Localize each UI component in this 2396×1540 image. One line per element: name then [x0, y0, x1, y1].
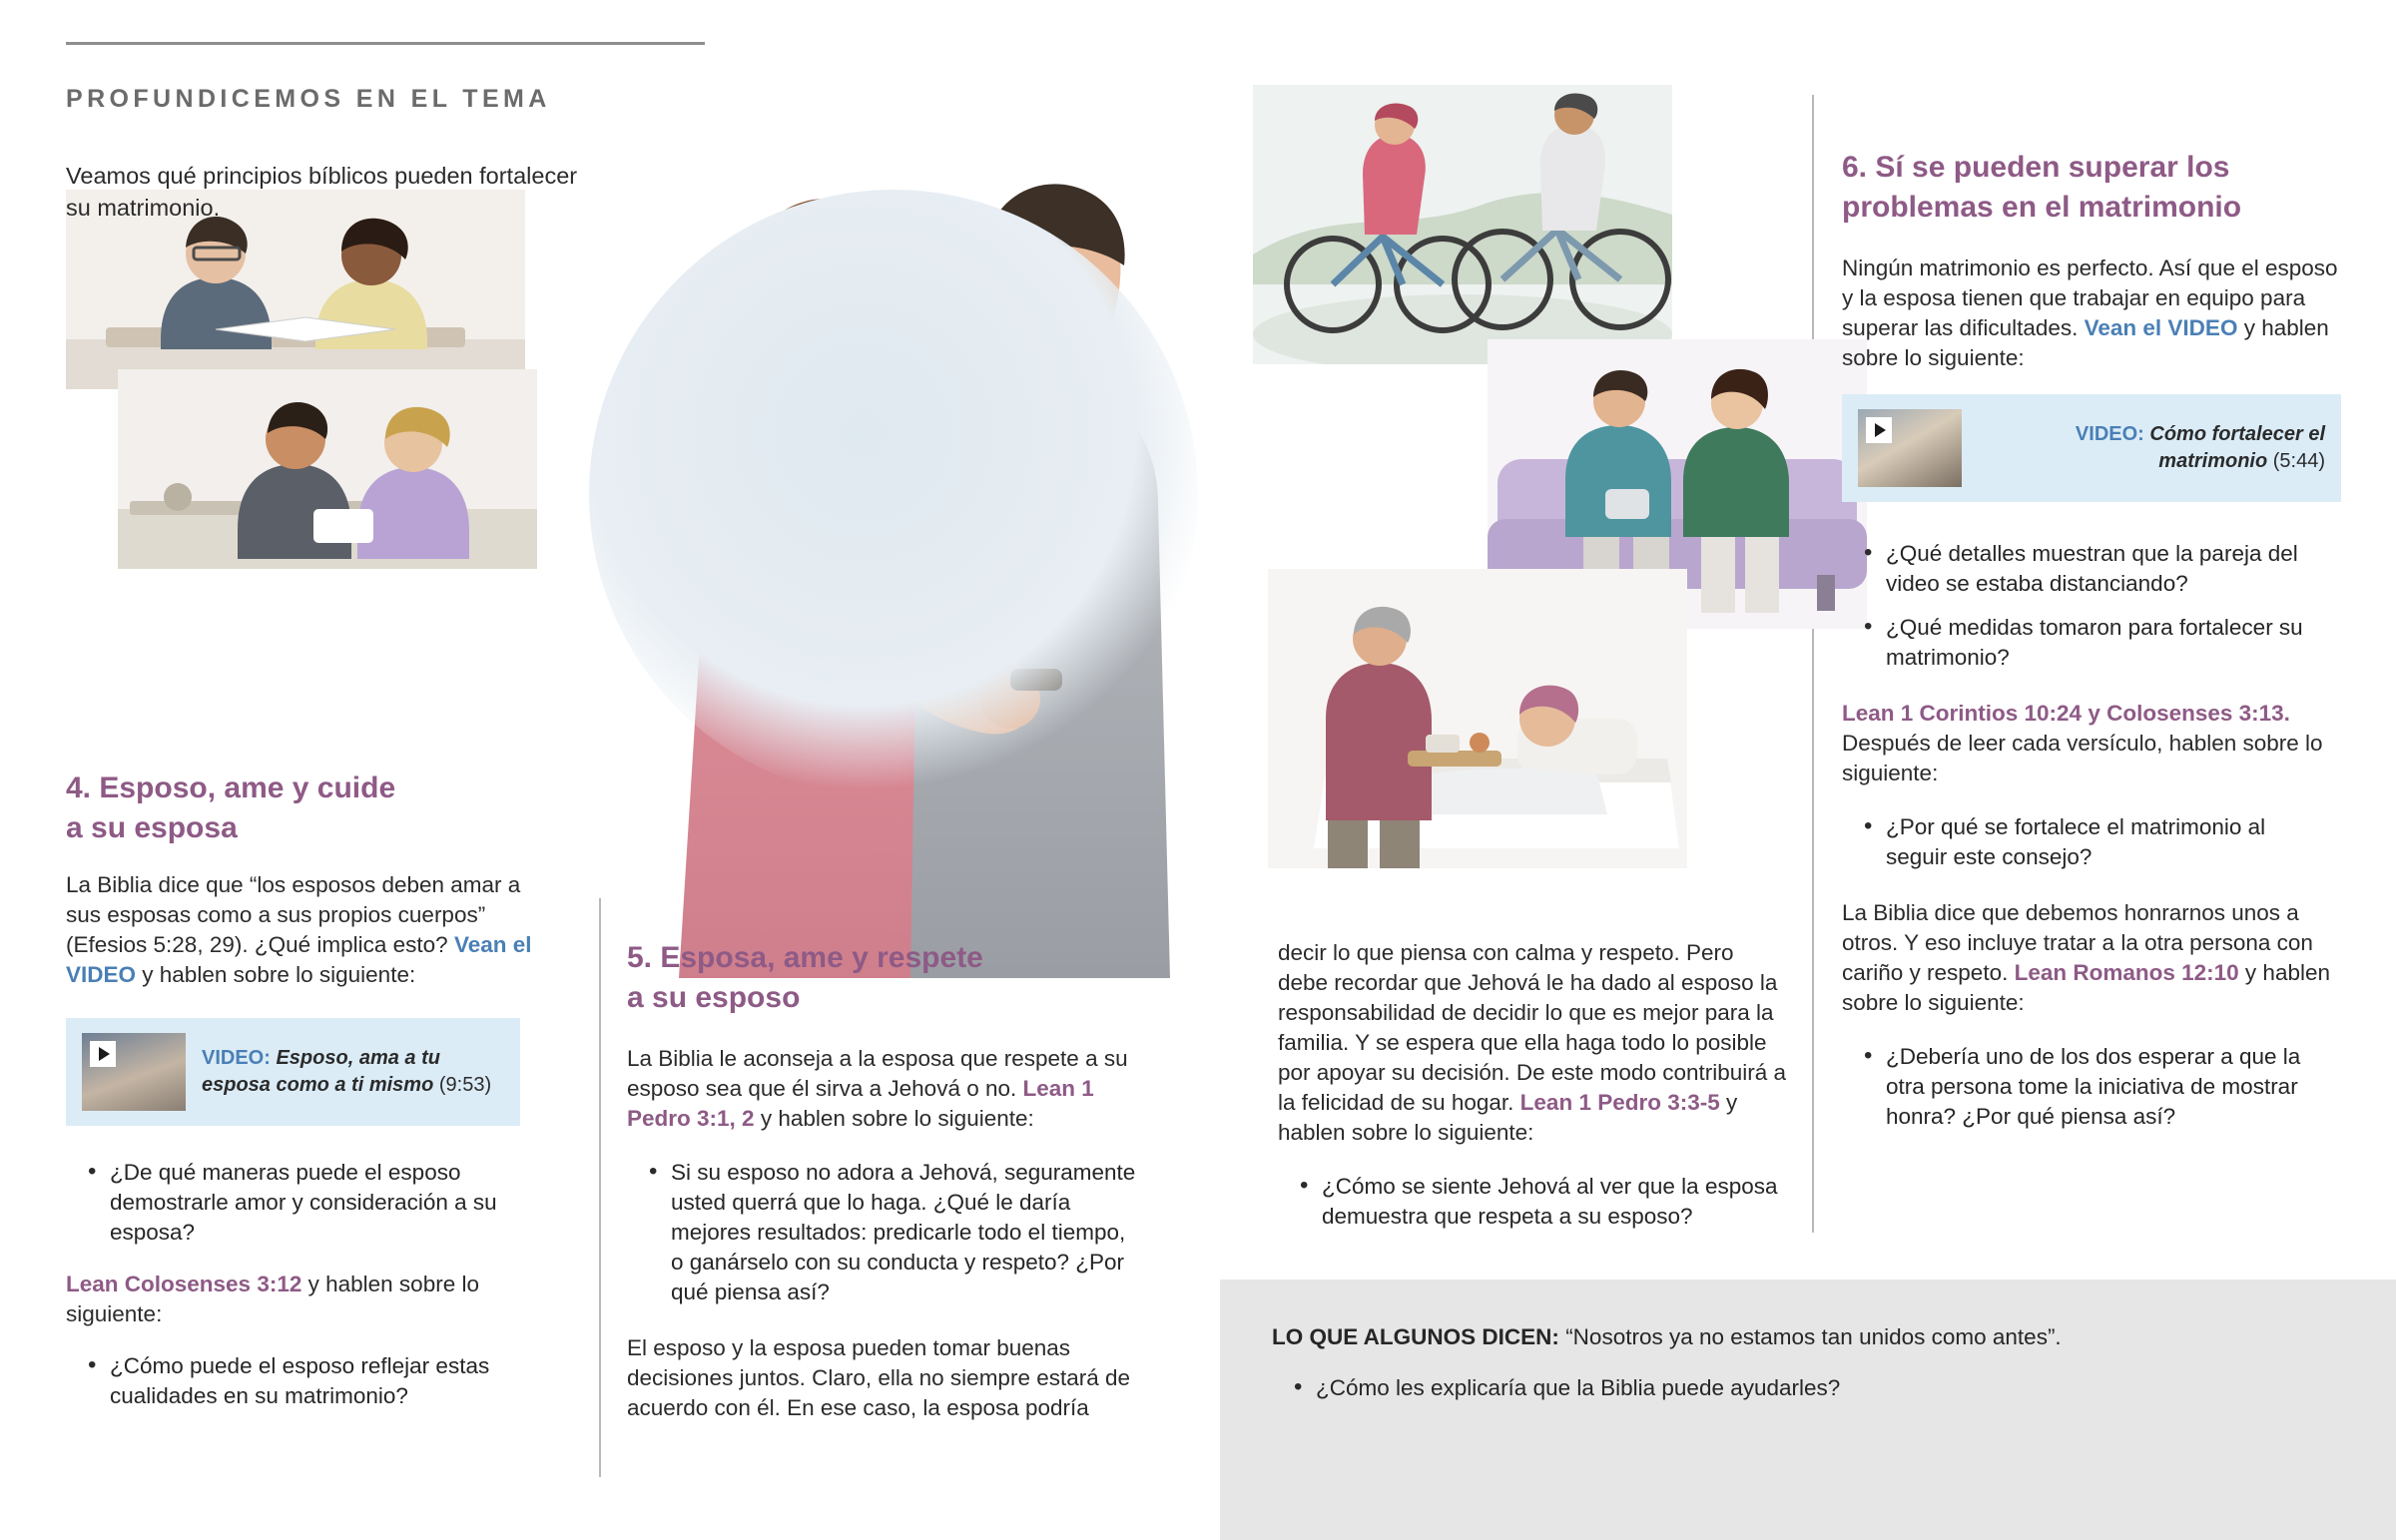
scripture-cite-colosenses-3-12[interactable]: Lean Colosenses 3:12	[66, 1272, 302, 1296]
section-6-bullets	[1842, 539, 2331, 673]
play-icon[interactable]	[90, 1041, 116, 1067]
section-5-bullets	[627, 1158, 1136, 1307]
list-item: • ¿Qué detalles muestran que la pareja del video se estaba distanciando?	[1872, 539, 2331, 599]
section-4-bullets	[66, 1158, 535, 1248]
scripture-cite-romanos-12-10[interactable]: Lean Romanos 12:10	[2014, 960, 2239, 985]
section-4-bullets-2	[66, 1351, 535, 1411]
list-item: • ¿Cómo les explicaría que la Biblia puede ayudarles?	[1302, 1373, 2344, 1403]
section-5	[627, 938, 1136, 1423]
section-5-bullets-2	[1278, 1172, 1787, 1232]
quote-band-bullets	[1272, 1373, 2344, 1403]
quote-band-text: “Nosotros ya no estamos tan unidos como antes”.	[1565, 1324, 2062, 1349]
play-icon[interactable]	[1866, 417, 1892, 443]
list-item: • ¿Cómo puede el esposo reflejar estas cualidades en su matrimonio?	[96, 1351, 535, 1411]
section-4-paragraph-2	[66, 1270, 535, 1329]
video-link-6[interactable]: Vean el VIDEO	[2084, 315, 2238, 340]
section-kicker: PROFUNDICEMOS EN EL TEMA	[66, 85, 551, 113]
illustration-couple-cycling	[1253, 85, 1672, 364]
section-6	[1842, 148, 2341, 373]
header-rule	[66, 42, 705, 45]
quote-band	[1220, 1280, 2396, 1540]
section-6-para3-tail: y hablen sobre lo siguiente:	[1842, 960, 2330, 1015]
section-4-heading	[66, 769, 555, 848]
column-divider-left	[599, 898, 601, 1477]
section-5-heading-line1: 5. Esposa, ame y respete	[627, 941, 983, 974]
section-5-paragraph-1	[627, 1044, 1136, 1134]
video-card-6[interactable]	[1842, 394, 2341, 502]
section-4-para1-text: La Biblia dice que “los esposos deben amar a sus esposas como a sus propios cuerpos” (Efesios 5:28, 29). ¿Qué implica esto?	[66, 872, 521, 957]
section-5-continued	[1278, 938, 1787, 1246]
section-6-bullets-3	[1842, 1042, 2331, 1132]
section-6-para1-tail: y hablen sobre lo siguiente:	[1842, 315, 2329, 370]
section-5-cont-tail: y hablen sobre lo siguiente:	[1278, 1090, 1738, 1145]
list-item: • ¿Debería uno de los dos esperar a que la otra persona tome la iniciativa de mostrar honra? ¿Por qué piensa así?	[1872, 1042, 2331, 1132]
video-label-6: VIDEO:	[2075, 423, 2144, 445]
illustration-couple-kitchen	[118, 369, 537, 569]
section-6-heading	[1842, 148, 2341, 228]
video-caption-4	[202, 1045, 504, 1099]
video-card-4[interactable]	[66, 1018, 520, 1126]
video-title-4: Esposo, ama a tu esposa como a ti mismo	[202, 1047, 440, 1096]
video-duration-6: (5:44)	[2272, 450, 2325, 472]
section-5-para1-text: La Biblia le aconseja a la esposa que respete a su esposo sea que él sirva a Jehová o no.	[627, 1046, 1128, 1101]
section-4-heading-line2: a su esposa	[66, 811, 238, 844]
section-4-para1-tail: y hablen sobre lo siguiente:	[136, 962, 416, 987]
section-6-heading-line2: problemas en el matrimonio	[1842, 191, 2242, 224]
section-5-heading	[627, 938, 1136, 1018]
section-6-para1-text: Ningún matrimonio es perfecto. Así que el esposo y la esposa tienen que trabajar en equipo para superar las dificultades.	[1842, 256, 2338, 340]
section-4-heading-line1: 4. Esposo, ame y cuide	[66, 771, 396, 804]
intro-paragraph: Veamos qué principios bíblicos pueden fortalecer su matrimonio.	[66, 163, 578, 221]
video-thumbnail-4[interactable]	[82, 1033, 186, 1111]
column-left	[66, 160, 585, 224]
quote-line	[1272, 1321, 2344, 1353]
section-6-paragraph-1	[1842, 254, 2341, 373]
section-6-paragraph-2	[1842, 699, 2331, 788]
video-label-4: VIDEO:	[202, 1047, 271, 1069]
list-item: • ¿De qué maneras puede el esposo demostrarle amor y consideración a su esposa?	[96, 1158, 535, 1248]
illustration-caring-for-sick-spouse	[1268, 569, 1687, 868]
section-5-heading-line2: a su esposo	[627, 981, 801, 1014]
section-5-cont-text: decir lo que piensa con calma y respeto. Pero debe recordar que Jehová le ha dado al esposo la responsabilidad de decidir lo que es mejor para la familia. Y se espera que ella haga todo lo posible por apoyar su decisión. De este modo contribuirá a la felicidad de su hogar.	[1278, 940, 1787, 1115]
section-6-bullets-2	[1842, 812, 2331, 872]
section-6-para3-text: La Biblia dice que debemos honrarnos unos a otros. Y eso incluye tratar a la otra persona con cariño y respeto.	[1842, 900, 2313, 985]
section-4	[66, 769, 555, 990]
list-item: • Si su esposo no adora a Jehová, seguramente usted querrá que lo haga. ¿Qué le daría mejores resultados: predicarle todo el tiempo, o ganárselo con su conducta y respeto? ¿Por qué piensa así?	[657, 1158, 1136, 1307]
video-thumbnail-6[interactable]	[1858, 409, 1962, 487]
column-divider-right	[1812, 95, 1814, 1233]
section-5-continued-paragraph	[1278, 938, 1787, 1148]
section-4-para2-tail: y hablen sobre lo siguiente:	[66, 1272, 479, 1326]
section-4-paragraph-1	[66, 870, 555, 990]
list-item: • ¿Por qué se fortalece el matrimonio al seguir este consejo?	[1872, 812, 2331, 872]
list-item: • ¿Qué medidas tomaron para fortalecer su matrimonio?	[1872, 613, 2331, 673]
section-6-para2-tail: Después de leer cada versículo, hablen sobre lo siguiente:	[1842, 731, 2323, 785]
illustration-couple-holding-hands	[559, 100, 1278, 978]
scripture-cite-1-pedro-3-3-5[interactable]: Lean 1 Pedro 3:3-5	[1519, 1090, 1720, 1115]
list-item: • ¿Cómo se siente Jehová al ver que la esposa demuestra que respeta a su esposo?	[1308, 1172, 1787, 1232]
scripture-cite-1-pedro-3-1-2[interactable]: Lean 1 Pedro 3:1, 2	[627, 1076, 1094, 1131]
scripture-cite-1-corintios-10-24[interactable]: Lean 1 Corintios 10:24 y Colosenses 3:13.	[1842, 701, 2290, 726]
video-title-6: Cómo fortalecer el matrimonio	[2149, 423, 2325, 472]
section-4-questions	[66, 1158, 535, 1425]
section-6-body	[1842, 539, 2331, 1146]
section-5-para1-tail: y hablen sobre lo siguiente:	[754, 1106, 1034, 1131]
section-5-paragraph-2: El esposo y la esposa pueden tomar buenas decisiones juntos. Claro, ella no siempre estará de acuerdo con él. En ese caso, la esposa podría	[627, 1335, 1131, 1420]
section-6-heading-line1: 6. Sí se pueden superar los	[1842, 151, 2230, 184]
quote-band-label: LO QUE ALGUNOS DICEN:	[1272, 1324, 1559, 1349]
video-caption-6	[1978, 421, 2325, 475]
video-duration-4: (9:53)	[438, 1074, 492, 1096]
section-6-paragraph-3	[1842, 898, 2331, 1018]
video-link-4[interactable]: Vean el VIDEO	[66, 932, 532, 987]
